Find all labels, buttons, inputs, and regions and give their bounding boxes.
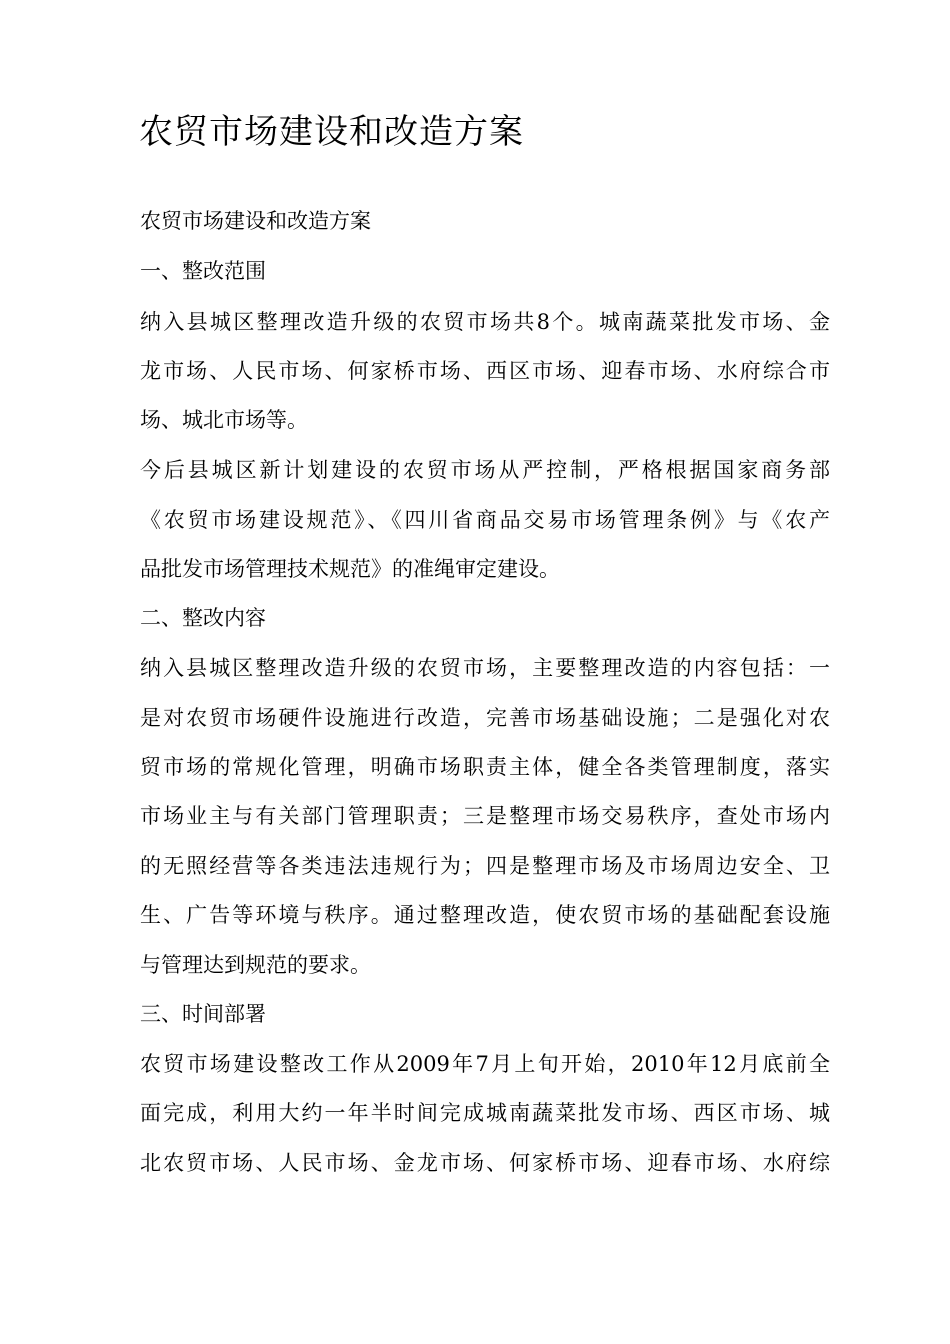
section1-heading: 一、整改范围 (140, 259, 266, 283)
section2-para-line: 贸市场的常规化管理，明确市场职责主体，健全各类管理制度，落实 (140, 755, 830, 779)
section2-para-line: 生、广告等环境与秩序。通过整理改造，使农贸市场的基础配套设施 (140, 903, 830, 927)
document-title: 农贸市场建设和改造方案 (139, 112, 524, 152)
section2-para-line: 的无照经营等各类违法违规行为；四是整理市场及市场周边安全、卫 (140, 854, 830, 878)
document-subtitle: 农贸市场建设和改造方案 (140, 209, 371, 233)
section3-heading: 三、时间部署 (140, 1002, 266, 1026)
section2-para-line: 市场业主与有关部门管理职责；三是整理市场交易秩序，查处市场内 (140, 804, 830, 828)
section3-para-line: 北农贸市场、人民市场、金龙市场、何家桥市场、迎春市场、水府综 (140, 1151, 830, 1175)
section2-para-line: 与管理达到规范的要求。 (140, 953, 371, 977)
section1-para1-line: 纳入县城区整理改造升级的农贸市场共8个。城南蔬菜批发市场、金 (140, 310, 830, 334)
section3-para-line: 农贸市场建设整改工作从2009年7月上旬开始，2010年12月底前全 (140, 1052, 830, 1076)
section1-para2-line: 今后县城区新计划建设的农贸市场从严控制，严格根据国家商务部 (140, 458, 830, 482)
section1-para2-line: 《农贸市场建设规范》、《四川省商品交易市场管理条例》与《农产 (140, 508, 830, 532)
section2-heading: 二、整改内容 (140, 606, 266, 630)
section2-para-line: 纳入县城区整理改造升级的农贸市场，主要整理改造的内容包括：一 (140, 656, 830, 680)
section1-para1-line: 场、城北市场等。 (140, 408, 308, 432)
section3-para-line: 面完成，利用大约一年半时间完成城南蔬菜批发市场、西区市场、城 (140, 1101, 830, 1125)
section1-para1-line: 龙市场、人民市场、何家桥市场、西区市场、迎春市场、水府综合市 (140, 359, 830, 383)
section1-para2-line: 品批发市场管理技术规范》的准绳审定建设。 (140, 557, 560, 581)
section2-para-line: 是对农贸市场硬件设施进行改造，完善市场基础设施；二是强化对农 (140, 706, 830, 730)
